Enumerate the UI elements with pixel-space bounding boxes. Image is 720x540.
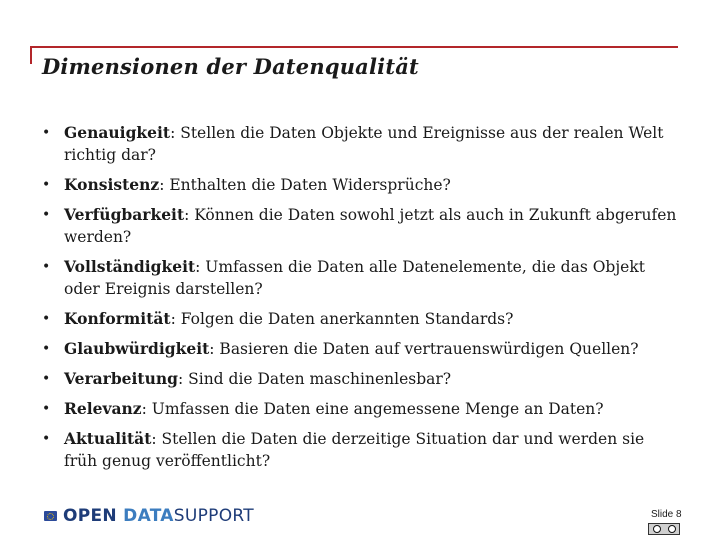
logo-text [63, 506, 254, 526]
logo-open: OPEN [63, 506, 124, 526]
bullet-term: Genauigkeit [64, 123, 171, 142]
bullet-text: : Stellen die Daten die derzeitige Situation dar und werden sie früh genug veröffentlicht? [64, 430, 645, 470]
bullet-item [40, 308, 680, 330]
bullet-list [40, 122, 680, 480]
bullet-item [40, 338, 680, 360]
slide-number: Slide 8 [651, 509, 682, 520]
bullet-item [40, 428, 680, 472]
eu-flag-icon [44, 511, 57, 521]
bullet-dot: • [42, 259, 51, 275]
bullet-term: Verarbeitung [64, 369, 178, 388]
title-frame-top-line [30, 46, 678, 48]
logo-support: SUPPORT [173, 506, 254, 526]
slide-title: Dimensionen der Datenqualität [42, 54, 419, 79]
bullet-text: : Sind die Daten maschinenlesbar? [177, 370, 452, 388]
bullet-item [40, 122, 680, 166]
bullet-term: Verfügbarkeit [64, 205, 185, 224]
bullet-term: Vollständigkeit [64, 257, 196, 276]
bullet-text: : Können die Daten sowohl jetzt als auch in Zukunft abgerufen werden? [64, 206, 677, 246]
cc-circle-icon [653, 525, 661, 533]
by-person-icon [668, 525, 676, 533]
bullet-term: Aktualität [64, 429, 152, 448]
bullet-item [40, 256, 680, 300]
bullet-dot: • [42, 371, 51, 387]
title-frame-left-line [30, 46, 32, 64]
bullet-dot: • [42, 341, 51, 357]
bullet-text: : Stellen die Daten Objekte und Ereignisse aus der realen Welt richtig dar? [64, 124, 664, 164]
bullet-term: Konformität [64, 309, 171, 328]
bullet-item [40, 398, 680, 420]
bullet-dot: • [42, 311, 51, 327]
bullet-text: : Basieren die Daten auf vertrauenswürdigen Quellen? [209, 340, 639, 358]
bullet-item [40, 204, 680, 248]
bullet-item [40, 368, 680, 390]
bullet-term: Relevanz [64, 399, 142, 418]
bullet-term: Glaubwürdigkeit [64, 339, 210, 358]
bullet-text: : Umfassen die Daten alle Datenelemente, die das Objekt oder Ereignis darstellen? [64, 258, 645, 298]
bullet-text: : Enthalten die Daten Widersprüche? [159, 176, 451, 194]
bullet-text: : Folgen die Daten anerkannten Standards? [170, 310, 514, 328]
bullet-term: Konsistenz [64, 175, 160, 194]
logo-data: DATA [123, 506, 174, 526]
bullet-text: : Umfassen die Daten eine angemessene Menge an Daten? [141, 400, 604, 418]
bullet-dot: • [42, 207, 51, 223]
bullet-dot: • [42, 177, 51, 193]
bullet-dot: • [42, 401, 51, 417]
bullet-dot: • [42, 431, 51, 447]
bullet-dot: • [42, 125, 51, 141]
cc-by-icon [648, 523, 680, 535]
bullet-item [40, 174, 680, 196]
open-data-support-logo [44, 505, 254, 527]
